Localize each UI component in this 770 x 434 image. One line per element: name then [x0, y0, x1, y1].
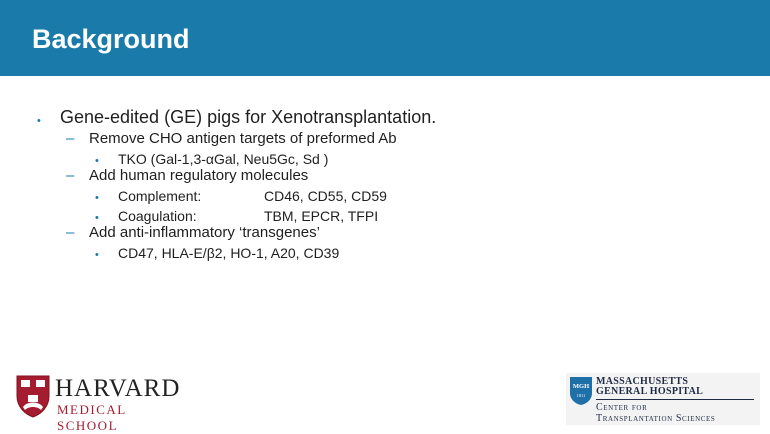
bullet-marker: •: [95, 249, 99, 261]
mgh-badge-year: 1811: [576, 393, 586, 398]
bullet-text: CD47, HLA-E/β2, HO-1, A20, CD39: [118, 245, 340, 261]
dash-marker: –: [66, 224, 75, 241]
dash-marker: –: [66, 130, 75, 147]
bullet-text: TKO (Gal-1,3-αGal, Neu5Gc, Sd ): [118, 151, 329, 167]
bullet-label: Coagulation:: [118, 208, 197, 224]
dash-marker: –: [66, 167, 75, 184]
bullet-value: CD46, CD55, CD59: [264, 188, 387, 204]
harvard-wordmark: HARVARD: [55, 375, 181, 402]
mgh-badge-icon: [569, 376, 593, 406]
center-name-line1: Center for: [596, 402, 648, 413]
bullet-marker: •: [37, 115, 41, 127]
bullet-value: TBM, EPCR, TFPI: [264, 208, 379, 224]
bullet-text: Add anti-inflammatory ‘transgenes’: [89, 224, 320, 241]
bullet-text: Gene-edited (GE) pigs for Xenotransplantation.: [60, 107, 437, 127]
harvard-medical-school-logo: [15, 374, 181, 433]
mgh-divider: [596, 399, 754, 400]
bullet-marker: •: [95, 212, 99, 224]
mgh-cts-logo: [566, 373, 760, 425]
harvard-subtitle: MEDICAL SCHOOL: [57, 402, 127, 433]
mgh-badge-text: MGH: [572, 383, 590, 390]
bullet-label: Complement:: [118, 188, 202, 204]
harvard-shield-icon: [15, 374, 51, 418]
bullet-marker: •: [95, 155, 99, 167]
center-name-line2: Transplantation Sciences: [596, 413, 716, 424]
bullet-marker: •: [95, 192, 99, 204]
bullet-text: Remove CHO antigen targets of preformed Ab: [89, 130, 397, 147]
mgh-name-line2: GENERAL HOSPITAL: [596, 386, 704, 397]
slide-title: Background: [32, 24, 190, 54]
bullet-text: Add human regulatory molecules: [89, 167, 309, 184]
mgh-name-line1: MASSACHUSETTS: [596, 376, 689, 387]
